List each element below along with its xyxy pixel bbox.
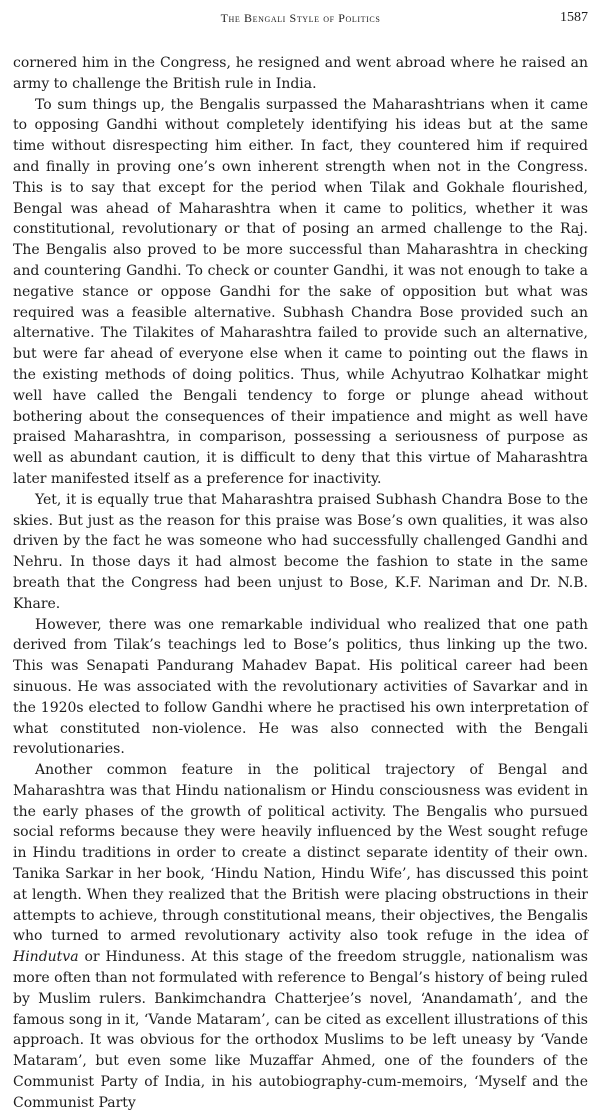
- paragraph: To sum things up, the Bengalis surpassed the Maharashtrians when it came to opposing Gandhi without completely identifying his ideas but at the same time without disrespecting him either. In fact, they countered him if required and finally in proving one’s own inherent strength when not in the Congress. This is to say that except for the period when Tilak and Gokhale flourished, Bengal was ahead of Maharashtra when it came to politics, whether it was constitutional, revolutionary or that of posing an armed challenge to the Raj. The Bengalis also proved to be more successful than Maharashtra in checking and countering Gandhi. To check or counter Gandhi, it was not enough to take a negative stance or oppose Gandhi for the sake of opposition but what was required was a feasible alternative. Subhash Chandra Bose provided such an alternative. The Tilakites of Maharashtra failed to provide such an alternative, but were far ahead of everyone else when it came to pointing out the flaws in the existing methods of doing politics. Thus, while Achyutrao Kolhatkar might well have called the Bengali tendency to forge or plunge ahead without bothering about the consequences of their impatience and might as well have praised Maharashtra, in comparison, possessing a seriousness of purpose as well as abundant caution, it is difficult to deny that this virtue of Maharashtra later manifested itself as a preference for inactivity.: [13, 96, 588, 487]
- paragraph: However, there was one remarkable individual who realized that one path derived from Tilak’s teachings led to Bose’s politics, thus linking up the two. This was Senapati Pandurang Mahadev Bapat. His political career had been sinuous. He was associated with the revolutionary activities of Savarkar and in the 1920s elected to follow Gandhi where he practised his own interpretation of what constituted non-violence. He was also connected with the Bengali revolutionaries.: [13, 616, 588, 758]
- paragraph-text: or Hinduness. At this stage of the freedom struggle, nationalism was more often than not formulated with reference to Bengal’s history of being ruled by Muslim rulers. Bankimchandra Chatterjee’s novel, ‘Anandamath’, and the famous song in it, ‘Vande Mataram’, can be cited as excellent illustrations of this approach. It was obvious for the orthodox Muslims to be left uneasy by ‘Vande Mataram’, but even some like Muzaffar Ahmed, one of the founders of the Communist Party of India, in his autobiography-cum-memoirs, ‘Myself and the Communist Party: [13, 949, 588, 1111]
- page-number: 1587: [560, 10, 588, 25]
- paragraph-text: Another common feature in the political trajectory of Bengal and Maharashtra was that Hindu nationalism or Hindu consciousness was evident in the early phases of the growth of political activity. The Bengalis who pursued social reforms because they were heavily influenced by the West sought refuge in Hindu traditions in order to create a distinct separate identity of their own. Tanika Sarkar in her book, ‘Hindu Nation, Hindu Wife’, has discussed this point at length. When they realized that the British were placing obstructions in their attempts to achieve, through constitutional means, their objectives, the Bengalis who turned to armed revolutionary activity also took refuge in the idea of: [13, 762, 588, 945]
- italic-term: Hindutva: [13, 949, 79, 966]
- page-header: [13, 10, 588, 30]
- paragraph: Yet, it is equally true that Maharashtra praised Subhash Chandra Bose to the skies. But just as the reason for this praise was Bose’s own qualities, it was also driven by the fact he was someone who had successfully challenged Gandhi and Nehru. In those days it had almost become the fashion to state in the same breath that the Congress had been unjust to Bose, K.F. Nariman and Dr. N.B. Khare.: [13, 491, 588, 612]
- paragraph: [13, 760, 588, 1114]
- paragraph-continued: cornered him in the Congress, he resigned and went abroad where he raised an army to challenge the British rule in India.: [13, 55, 588, 92]
- running-title: The Bengali Style of Politics: [220, 11, 381, 25]
